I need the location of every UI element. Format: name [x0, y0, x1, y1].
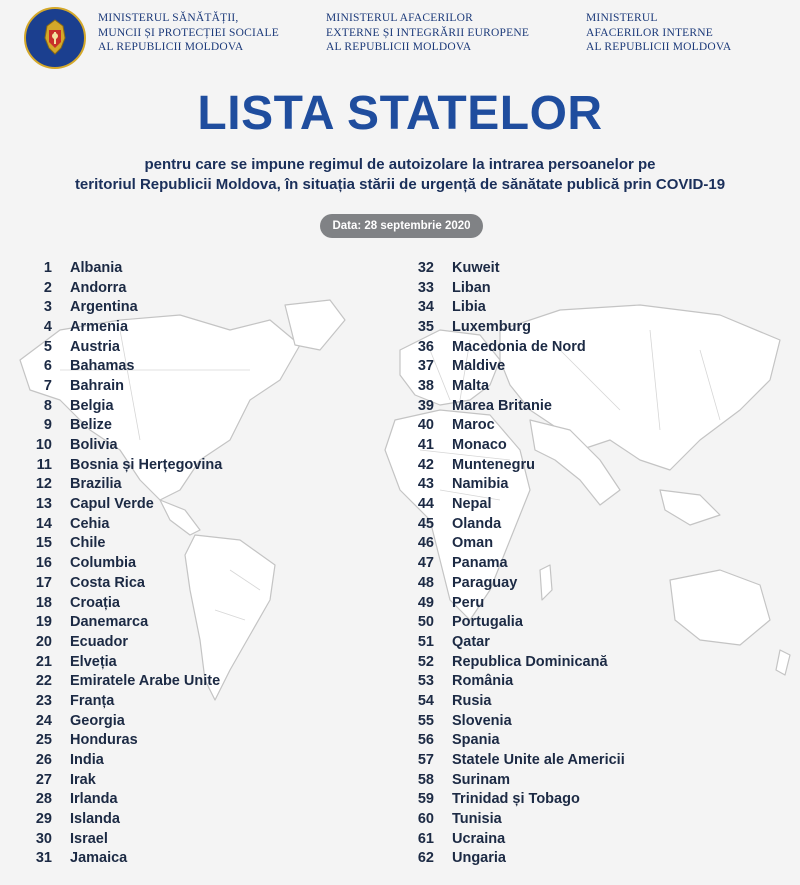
- country-row: [410, 435, 625, 455]
- country-name: Portugalia: [452, 614, 523, 631]
- country-name: Brazilia: [70, 476, 122, 493]
- country-row: [410, 770, 625, 790]
- coat-of-arms-icon: [33, 16, 77, 60]
- country-name: Ungaria: [452, 850, 506, 867]
- country-number: 12: [35, 476, 52, 493]
- country-row: [28, 671, 222, 691]
- country-name: Republica Dominicană: [452, 653, 608, 670]
- country-number: 50: [417, 614, 434, 631]
- country-number: 31: [35, 850, 52, 867]
- country-name: Monaco: [452, 437, 507, 454]
- country-row: [410, 750, 625, 770]
- country-number: 19: [35, 614, 52, 631]
- country-row: [410, 514, 625, 534]
- country-number: 15: [35, 535, 52, 552]
- map-greenland: [285, 300, 345, 350]
- map-australia: [670, 570, 770, 645]
- country-name: Chile: [70, 535, 106, 552]
- country-row: [410, 849, 625, 869]
- country-row: [410, 376, 625, 396]
- country-number: 1: [43, 259, 52, 276]
- country-name: Liban: [452, 279, 491, 296]
- country-number: 29: [35, 811, 52, 828]
- country-number: 52: [417, 653, 434, 670]
- country-number: 42: [417, 456, 434, 473]
- country-row: [410, 494, 625, 514]
- country-name: Honduras: [70, 732, 138, 749]
- country-number: 16: [35, 555, 52, 572]
- country-row: [410, 593, 625, 613]
- country-name: Malta: [452, 377, 490, 394]
- moldova-government-emblem: [24, 7, 86, 69]
- country-row: [28, 770, 222, 790]
- country-row: [28, 337, 222, 357]
- country-row: [410, 809, 625, 829]
- country-name: India: [70, 752, 104, 769]
- country-row: [28, 278, 222, 298]
- country-row: [28, 416, 222, 436]
- header: [0, 0, 800, 80]
- country-row: [410, 396, 625, 416]
- country-number: 58: [417, 771, 434, 788]
- country-row: [28, 317, 222, 337]
- country-number: 18: [35, 594, 52, 611]
- country-name: Luxemburg: [452, 318, 531, 335]
- country-name: Olanda: [452, 515, 502, 532]
- country-row: [28, 356, 222, 376]
- country-row: [28, 553, 222, 573]
- country-name: Costa Rica: [70, 574, 145, 591]
- country-list-left: [28, 258, 222, 868]
- country-row: [410, 297, 625, 317]
- country-row: [28, 593, 222, 613]
- country-number: 48: [417, 574, 434, 591]
- country-row: [410, 632, 625, 652]
- country-name: Emiratele Arabe Unite: [70, 673, 221, 690]
- country-row: [410, 829, 625, 849]
- country-name: Islanda: [70, 811, 120, 828]
- country-number: 30: [35, 830, 52, 847]
- country-name: Maldive: [452, 358, 506, 375]
- country-number: 2: [43, 279, 52, 296]
- country-name: Bolivia: [70, 437, 118, 454]
- country-row: [28, 534, 222, 554]
- country-row: [410, 711, 625, 731]
- country-number: 45: [417, 515, 434, 532]
- country-name: Elveția: [70, 653, 117, 670]
- country-row: [28, 258, 222, 278]
- country-row: [410, 573, 625, 593]
- country-name: Georgia: [70, 712, 125, 729]
- country-name: Belize: [70, 417, 112, 434]
- country-number: 17: [35, 574, 52, 591]
- country-name: Bosnia și Herțegovina: [70, 456, 223, 473]
- country-row: [410, 652, 625, 672]
- country-name: Bahamas: [70, 358, 135, 375]
- country-row: [28, 731, 222, 751]
- country-name: Andorra: [70, 279, 127, 296]
- country-row: [28, 435, 222, 455]
- country-number: 5: [43, 338, 52, 355]
- country-number: 39: [417, 397, 434, 414]
- country-row: [28, 632, 222, 652]
- country-list-right: [410, 258, 625, 868]
- country-row: [28, 376, 222, 396]
- country-number: 32: [417, 259, 434, 276]
- country-row: [28, 711, 222, 731]
- country-name: Peru: [452, 594, 485, 611]
- country-row: [410, 258, 625, 278]
- country-name: Panama: [452, 555, 508, 572]
- country-number: 11: [36, 456, 52, 473]
- country-row: [28, 652, 222, 672]
- country-number: 55: [417, 712, 434, 729]
- country-row: [28, 573, 222, 593]
- ministry-foreign-affairs-label: MINISTERUL AFACERILOR EXTERNE ȘI INTEGRĂRII EUROPENE AL REPUBLICII MOLDOVA: [326, 12, 530, 53]
- country-name: Statele Unite ale Americii: [452, 752, 625, 769]
- country-row: [28, 514, 222, 534]
- country-number: 25: [35, 732, 52, 749]
- country-number: 57: [417, 752, 434, 769]
- country-name: Muntenegru: [452, 456, 535, 473]
- country-number: 40: [417, 417, 434, 434]
- country-number: 27: [35, 771, 52, 788]
- country-row: [410, 612, 625, 632]
- country-name: Cehia: [70, 515, 110, 532]
- country-row: [28, 750, 222, 770]
- country-number: 10: [35, 437, 52, 454]
- country-row: [28, 475, 222, 495]
- country-name: Kuweit: [452, 259, 500, 276]
- country-row: [410, 455, 625, 475]
- country-row: [410, 553, 625, 573]
- map-southeast-asia: [660, 490, 720, 525]
- country-name: Bahrain: [70, 377, 124, 394]
- country-name: Namibia: [452, 476, 509, 493]
- country-number: 14: [35, 515, 52, 532]
- country-row: [28, 396, 222, 416]
- country-number: 38: [417, 377, 434, 394]
- country-row: [28, 455, 222, 475]
- country-name: Spania: [452, 732, 500, 749]
- country-name: Slovenia: [452, 712, 512, 729]
- country-name: Armenia: [70, 318, 129, 335]
- country-name: Libia: [452, 299, 486, 316]
- country-name: Croația: [70, 594, 120, 611]
- country-number: 34: [417, 299, 434, 316]
- country-name: Tunisia: [452, 811, 502, 828]
- country-number: 56: [417, 732, 434, 749]
- country-name: Nepal: [452, 496, 492, 513]
- country-number: 37: [417, 358, 434, 375]
- country-number: 20: [35, 633, 52, 650]
- country-name: Oman: [452, 535, 494, 552]
- country-number: 62: [417, 850, 434, 867]
- country-number: 33: [417, 279, 434, 296]
- country-row: [410, 790, 625, 810]
- country-number: 53: [417, 673, 434, 690]
- country-name: Belgia: [70, 397, 114, 414]
- country-name: Austria: [70, 338, 120, 355]
- country-name: România: [452, 673, 514, 690]
- country-number: 6: [43, 358, 52, 375]
- country-row: [410, 356, 625, 376]
- country-number: 49: [417, 594, 434, 611]
- country-name: Argentina: [70, 299, 138, 316]
- country-row: [410, 534, 625, 554]
- country-number: 47: [417, 555, 434, 572]
- country-number: 28: [35, 791, 52, 808]
- date-badge: Data: 28 septembrie 2020: [320, 214, 483, 238]
- country-number: 22: [35, 673, 52, 690]
- ministry-internal-affairs-label: MINISTERUL AFACERILOR INTERNE AL REPUBLICII MOLDOVA: [586, 12, 732, 53]
- country-number: 54: [417, 692, 434, 709]
- country-name: Trinidad și Tobago: [452, 791, 580, 808]
- country-row: [410, 337, 625, 357]
- country-number: 59: [417, 791, 434, 808]
- country-row: [410, 475, 625, 495]
- country-row: [28, 809, 222, 829]
- country-number: 35: [417, 318, 434, 335]
- country-number: 21: [35, 653, 52, 670]
- country-number: 13: [35, 496, 52, 513]
- country-name: Israel: [70, 830, 108, 847]
- country-name: Ecuador: [70, 633, 129, 650]
- country-number: 24: [35, 712, 52, 729]
- ministry-health-label: MINISTERUL SĂNĂTĂȚII, MUNCII ȘI PROTECȚIEI SOCIALE AL REPUBLICII MOLDOVA: [98, 12, 279, 53]
- country-row: [28, 829, 222, 849]
- country-row: [410, 691, 625, 711]
- country-row: [28, 612, 222, 632]
- country-name: Ucraina: [452, 830, 506, 847]
- country-row: [410, 278, 625, 298]
- country-name: Paraguay: [452, 574, 518, 591]
- country-name: Maroc: [452, 417, 495, 434]
- country-row: [28, 297, 222, 317]
- country-number: 3: [43, 299, 52, 316]
- country-name: Irak: [70, 771, 96, 788]
- country-name: Columbia: [70, 555, 137, 572]
- country-number: 26: [35, 752, 52, 769]
- country-name: Marea Britanie: [452, 397, 552, 414]
- country-name: Franța: [70, 692, 115, 709]
- country-number: 7: [43, 377, 52, 394]
- country-row: [410, 671, 625, 691]
- country-name: Rusia: [452, 692, 492, 709]
- country-name: Qatar: [452, 633, 490, 650]
- country-row: [28, 849, 222, 869]
- country-name: Surinam: [452, 771, 511, 788]
- country-name: Macedonia de Nord: [452, 338, 586, 355]
- country-number: 43: [417, 476, 434, 493]
- country-number: 51: [417, 633, 434, 650]
- map-new-zealand: [776, 650, 790, 675]
- country-number: 9: [43, 417, 52, 434]
- country-number: 60: [417, 811, 434, 828]
- country-name: Jamaica: [70, 850, 128, 867]
- country-number: 8: [43, 397, 52, 414]
- page-subtitle: pentru care se impune regimul de autoizolare la intrarea persoanelor pe teritoriul Republicii Moldova, în situația stării de urgență de sănătate publică prin COVID-19: [74, 156, 726, 193]
- country-row: [410, 416, 625, 436]
- country-row: [28, 691, 222, 711]
- page-title: LISTA STATELOR: [197, 87, 603, 140]
- country-row: [28, 790, 222, 810]
- country-number: 4: [43, 318, 52, 335]
- country-number: 61: [417, 830, 434, 847]
- country-row: [410, 317, 625, 337]
- country-number: 36: [417, 338, 434, 355]
- country-number: 41: [417, 437, 434, 454]
- country-name: Albania: [70, 259, 123, 276]
- country-number: 46: [417, 535, 434, 552]
- country-number: 44: [417, 496, 434, 513]
- country-number: 23: [35, 692, 52, 709]
- country-name: Irlanda: [70, 791, 118, 808]
- country-row: [410, 731, 625, 751]
- country-row: [28, 494, 222, 514]
- country-name: Danemarca: [70, 614, 149, 631]
- country-name: Capul Verde: [70, 496, 154, 513]
